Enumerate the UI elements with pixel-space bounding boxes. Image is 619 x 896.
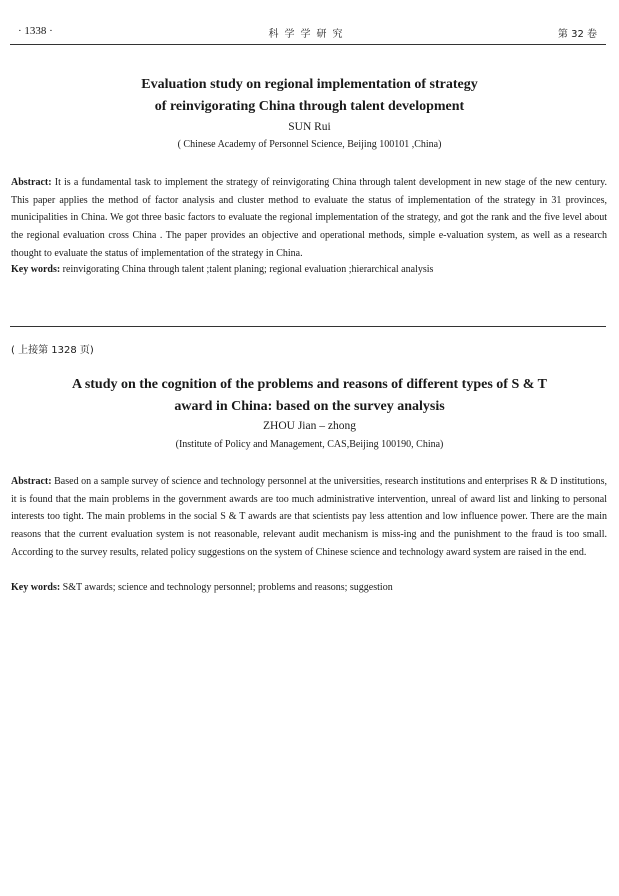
article1-title-line2: of reinvigorating China through talent development (154, 99, 465, 114)
article2-affiliation: (Institute of Policy and Management, CAS,Beijing 100190, China) (175, 439, 444, 450)
article2-title-line1: A study on the cognition of the problems and reasons of different types of S & T (71, 377, 547, 392)
abstract-label: Abstract: (11, 476, 52, 487)
volume-label: 第 32 卷 (557, 29, 597, 40)
article1-title-line1: Evaluation study on regional implementation of strategy (141, 77, 478, 92)
article1-author: SUN Rui (288, 121, 331, 133)
keywords-text: S&T awards; science and technology personnel; problems and reasons; suggestion (62, 582, 393, 593)
page-number: · 1338 · (18, 25, 53, 37)
article1-affiliation: ( Chinese Academy of Personnel Science, Beijing 100101 ,China) (177, 139, 442, 150)
keywords-label: Key words: (11, 264, 61, 275)
article2-abstract (11, 473, 607, 562)
abstract-text: Based on a sample survey of science and technology personnel at the universities, research institutions and enterprises R & D institutions, it is found that the main problems in the government awards are too much administrative intervention, unreal of award list and linking to personal interests too tight. The main problems in the social S & T awards are that scientists pay less attention and low influence power. There are the main reasons that the current evaluation system is not reasonable, relevant audit mechanism is miss-ing and the punishment to the fraud is too small. According to the survey results, related policy suggestions on the system of Chinese science and technology award system are raised in the end. (11, 476, 608, 558)
header-rule (10, 44, 606, 45)
journal-name: 科学学研究 (268, 29, 349, 40)
abstract-text: It is a fundamental task to implement the strategy of reinvigorating China through talent development in new stage of the new century. This paper applies the method of factor analysis and cluster method to evaluate the status of implementation of the strategy in 31 provinces, municipalities in China. We got three basic factors to evaluate the regional implementation of the strategy, and got the rank and the five level about the regional evaluation cross China . The paper provides an objective and operational methods, simple e-valuation system, as well as a research thought to evaluate the status of implementation of the strategy in China. (11, 177, 608, 259)
continued-from-note: ( 上接第 1328 页) (11, 345, 94, 356)
abstract-label: Abstract: (11, 177, 52, 188)
article1-abstract (11, 174, 607, 263)
article1-keywords (11, 264, 607, 275)
keywords-label: Key words: (11, 582, 61, 593)
article2-keywords (11, 582, 607, 593)
section-divider (10, 326, 606, 327)
running-header (12, 22, 605, 42)
keywords-text: reinvigorating China through talent ;talent planing; regional evaluation ;hierarchical analysis (62, 264, 434, 275)
article2-title-line2: award in China: based on the survey analysis (174, 399, 445, 414)
article2-author: ZHOU Jian – zhong (263, 420, 356, 432)
